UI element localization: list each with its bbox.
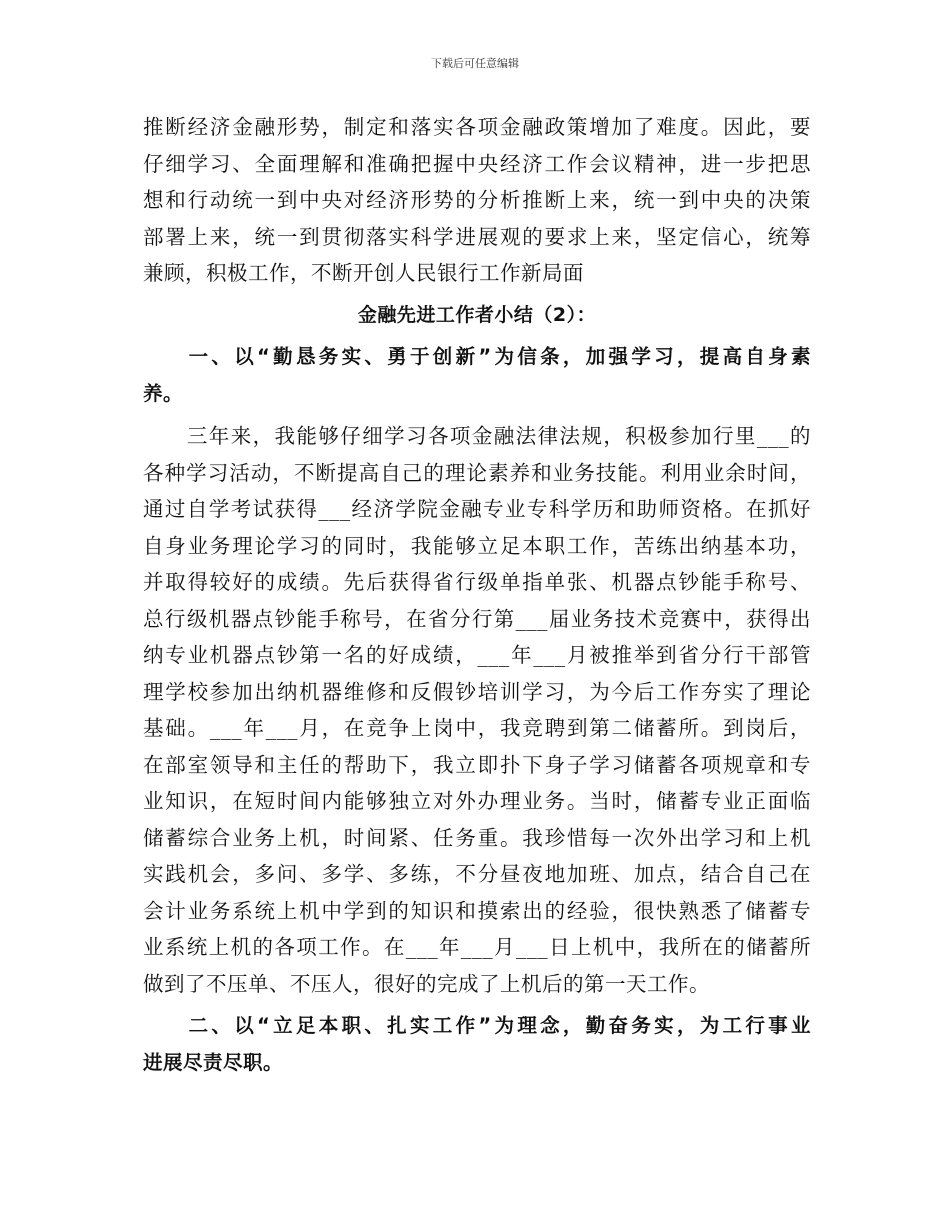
- section1-heading-line: 一、以“勤恳务实、勇于创新”为信条，加强学习，提高自身素: [143, 345, 811, 368]
- paragraph-line: 总行级机器点钞能手称号，在省分行第___届业务技术竞赛中，获得出: [143, 606, 811, 631]
- intro-line: 想和行动统一到中央对经济形势的分析推断上来，统一到中央的决策: [143, 188, 811, 212]
- paragraph-line: 通过自学考试获得___经济学院金融专业专科学历和助师资格。在抓好: [143, 497, 811, 521]
- paragraph-line: 并取得较好的成绩。先后获得省行级单指单张、机器点钞能手称号、: [143, 570, 811, 594]
- section2-heading-line: 二、以“立足本职、扎实工作”为理念，勤奋务实，为工行事业: [143, 1014, 811, 1037]
- paragraph-line: 储蓄综合业务上机，时间紧、任务重。我珍惜每一次外出学习和上机: [143, 825, 811, 850]
- paragraph-line: 各种学习活动，不断提高自己的理论素养和业务技能。利用业余时间，: [143, 460, 811, 485]
- paragraph-line: 理学校参加出纳机器维修和反假钞培训学习，为今后工作夯实了理论: [143, 679, 811, 704]
- paragraph-line: 业知识，在短时间内能够独立对外办理业务。当时，储蓄专业正面临: [143, 789, 811, 813]
- paragraph-line: 自身业务理论学习的同时，我能够立足本职工作，苦练出纳基本功，: [143, 533, 811, 558]
- intro-line: 部署上来，统一到贯彻落实科学进展观的要求上来，坚定信心，统筹: [143, 224, 811, 249]
- section1-heading-line: 养。: [143, 381, 184, 405]
- intro-line: 兼顾，积极工作，不断开创人民银行工作新局面: [143, 261, 584, 285]
- paragraph-line: 在部室领导和主任的帮助下，我立即扑下身子学习储蓄各项规章和专: [143, 752, 811, 777]
- paragraph-line: 三年来，我能够仔细学习各项金融法律法规，积极参加行里___的: [143, 424, 811, 448]
- paragraph-line: 基础。___年___月，在竞争上岗中，我竞聘到第二储蓄所。到岗后，: [143, 716, 811, 740]
- paragraph-line: 做到了不压单、不压人，很好的完成了上机后的第一天工作。: [143, 971, 710, 996]
- page-header: 下载后可任意编辑: [431, 57, 519, 70]
- paragraph-line: 实践机会，多问、多学、多练，不分昼夜地加班、加点，结合自己在: [143, 862, 811, 886]
- intro-line: 仔细学习、全面理解和准确把握中央经济工作会议精神，进一步把思: [143, 151, 811, 176]
- section-title: 金融先进工作者小结（2）：: [357, 303, 597, 326]
- section2-heading-line: 进展尽责尽职。: [143, 1050, 284, 1074]
- paragraph-line: 纳专业机器点钞第一名的好成绩，___年___月被推举到省分行干部管: [143, 643, 811, 667]
- paragraph-line: 业系统上机的各项工作。在___年___月___日上机中，我所在的储蓄所: [143, 935, 811, 959]
- document-body: [143, 109, 811, 1081]
- paragraph-line: 会计业务系统上机中学到的知识和摸索出的经验，很快熟悉了储蓄专: [143, 898, 811, 923]
- intro-line: 推断经济金融形势，制定和落实各项金融政策增加了难度。因此，要: [143, 115, 811, 139]
